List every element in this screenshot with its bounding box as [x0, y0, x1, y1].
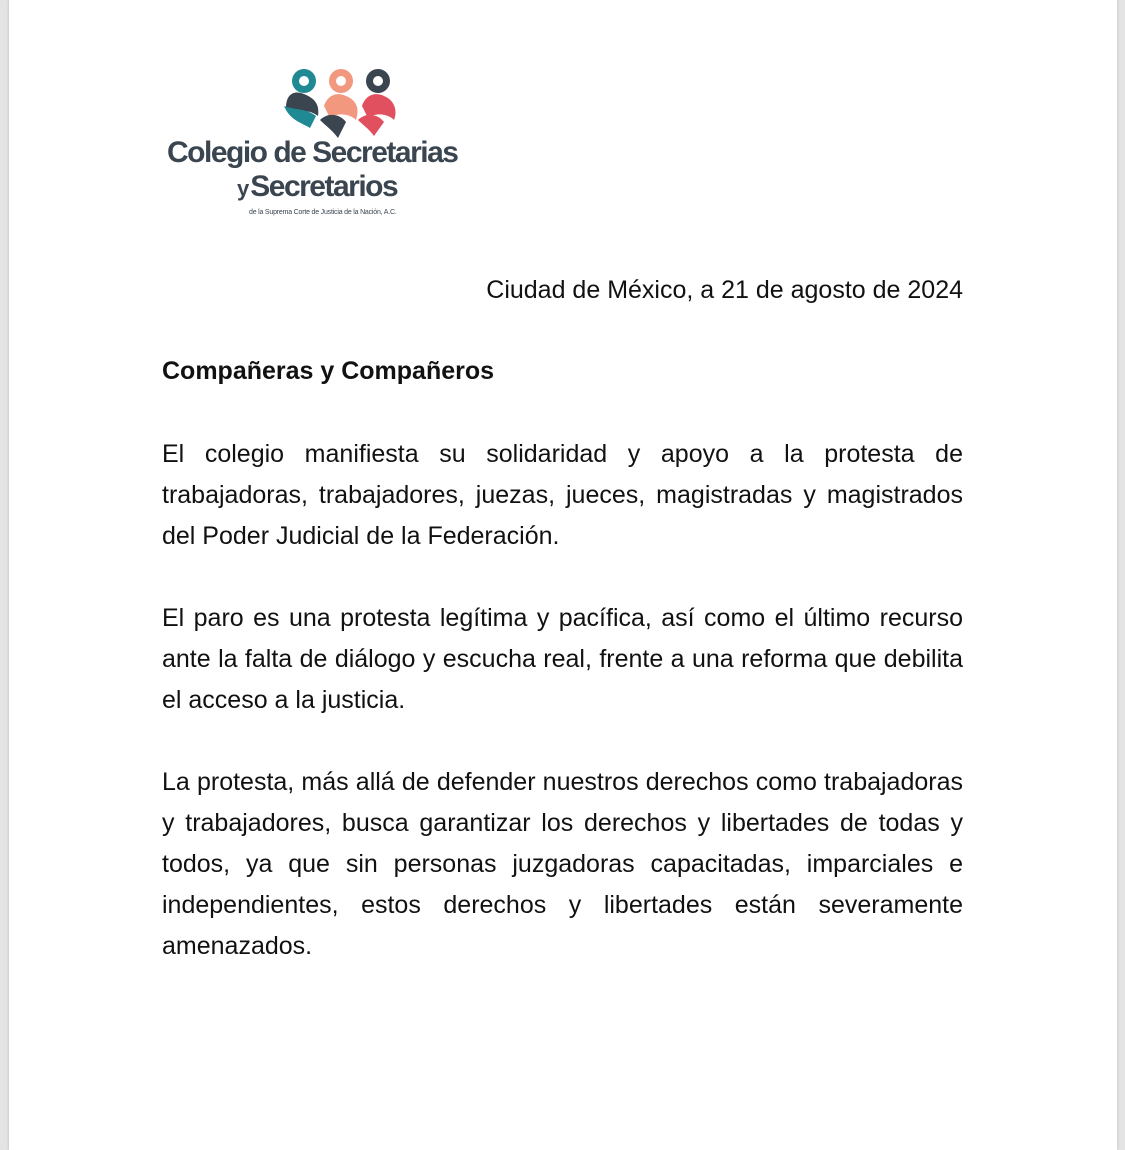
paragraph-2: El paro es una protesta legítima y pacífica, así como el último recurso ante la falta de diálogo y escucha real, frente a una reforma que debilita el acceso a la justicia. — [162, 604, 963, 714]
logo-subtitle: de la Suprema Corte de Justicia de la Nación, A.C. — [249, 209, 397, 216]
colegio-logo — [167, 66, 513, 222]
logo-text-y: y — [237, 176, 250, 201]
people-figures-icon — [280, 66, 402, 142]
salutation: Compañeras y Compañeros — [162, 357, 495, 385]
logo-text-line1: Colegio de Secretarias — [167, 136, 458, 169]
paragraph-1: El colegio manifiesta su solidaridad y apoyo a la protesta de trabajadoras, trabajadores, juezas, jueces, magistradas y magistrados del Poder Judicial de la Federación. — [162, 440, 963, 550]
logo-text-line2 — [237, 172, 397, 202]
logo-text-secretarios: Secretarios — [250, 170, 398, 203]
document-page — [9, 0, 1117, 1150]
paragraph-3: La protesta, más allá de defender nuestros derechos como trabajadoras y trabajadores, busca garantizar los derechos y libertades de todas y todos, ya que sin personas juzgadoras capacitadas, imparciales e independientes, estos derechos y libertades están severamente amenazados. — [162, 768, 963, 960]
date-line: Ciudad de México, a 21 de agosto de 2024 — [486, 276, 963, 304]
